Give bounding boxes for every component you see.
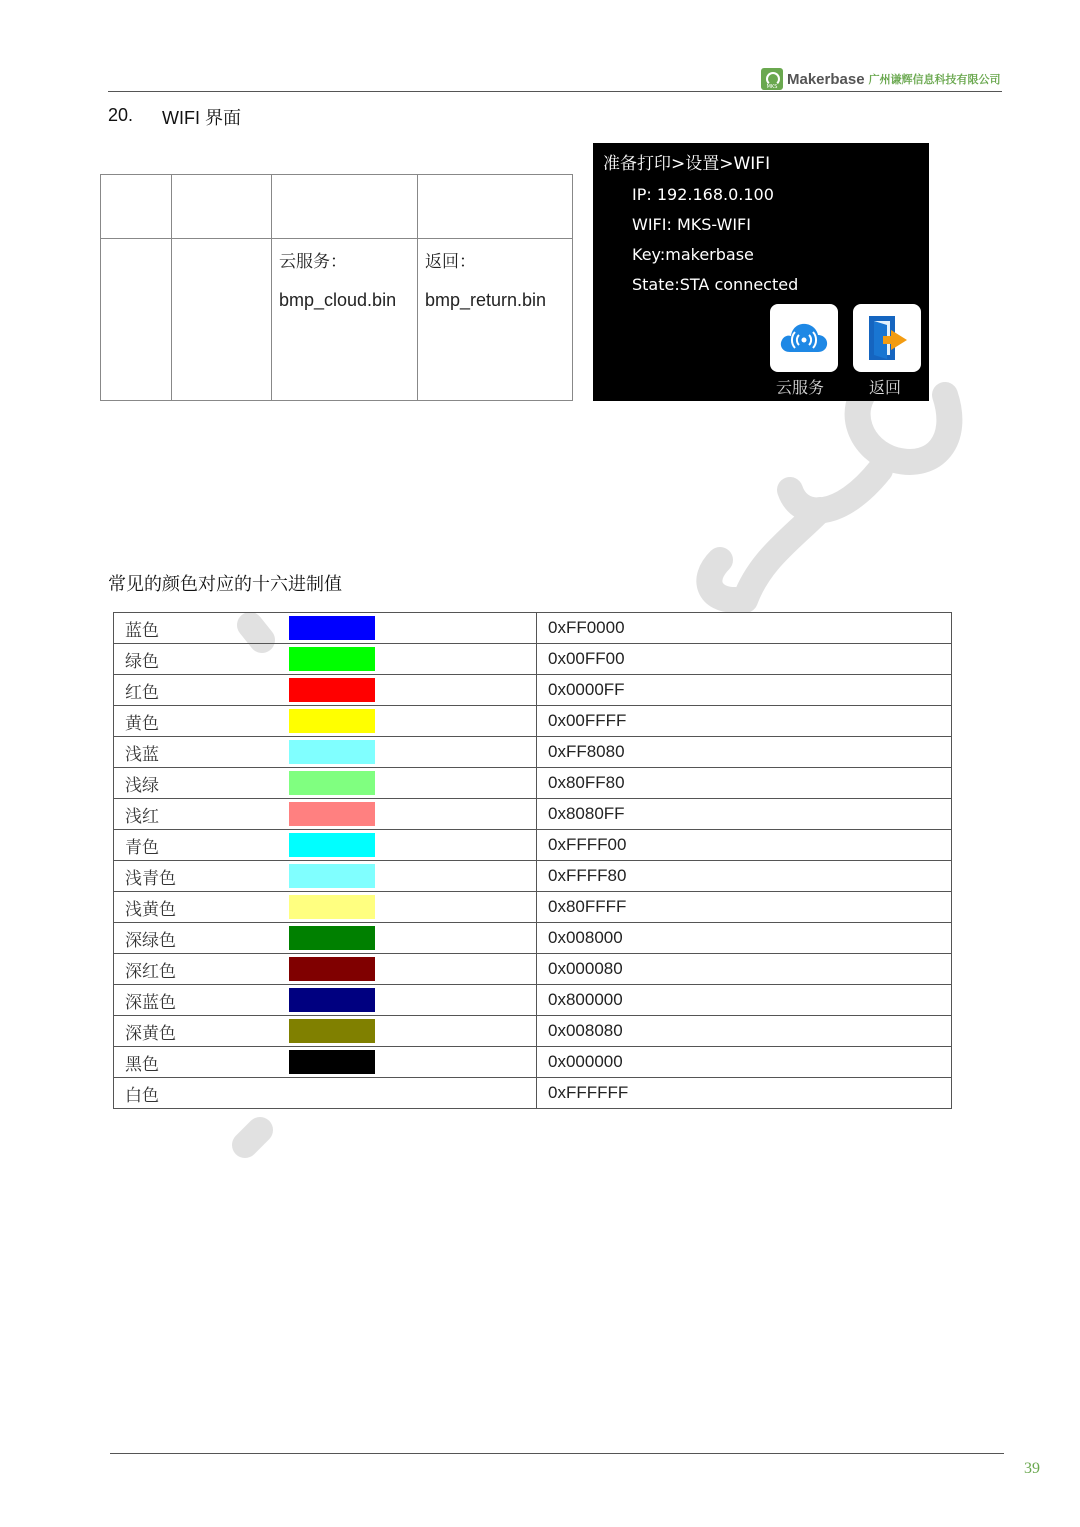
color-hex-value: 0x008000 bbox=[537, 923, 952, 954]
color-table-caption: 常见的颜色对应的十六进制值 bbox=[108, 574, 342, 595]
cloud-label: 云服务： bbox=[279, 252, 347, 272]
table-row bbox=[114, 985, 952, 1016]
section-number: 20. bbox=[108, 105, 134, 125]
color-swatch-cell bbox=[284, 737, 537, 768]
color-name: 绿色 bbox=[114, 644, 285, 675]
table-cell bbox=[172, 175, 272, 239]
header-rule bbox=[108, 91, 1002, 92]
table-row bbox=[114, 768, 952, 799]
ip-line: IP: 192.168.0.100 bbox=[632, 185, 774, 204]
color-name: 青色 bbox=[114, 830, 285, 861]
color-hex-value: 0xFF8080 bbox=[537, 737, 952, 768]
icon-file-table bbox=[100, 174, 573, 401]
color-name: 深绿色 bbox=[114, 923, 285, 954]
cloud-button-label: 云服务 bbox=[776, 378, 825, 397]
color-table-body bbox=[114, 613, 952, 1109]
table-row bbox=[114, 799, 952, 830]
color-swatch-cell bbox=[284, 613, 537, 644]
color-hex-value: 0x80FFFF bbox=[537, 892, 952, 923]
footer-rule bbox=[110, 1453, 1004, 1454]
wifi-screen-preview bbox=[593, 143, 929, 401]
table-row bbox=[114, 861, 952, 892]
header-logo bbox=[761, 68, 1001, 90]
color-name: 浅红 bbox=[114, 799, 285, 830]
color-swatch-cell bbox=[284, 1078, 537, 1109]
key-line: Key:makerbase bbox=[632, 245, 754, 264]
door-exit-icon bbox=[865, 312, 911, 364]
color-swatch-cell bbox=[284, 923, 537, 954]
brand-name: Makerbase bbox=[787, 70, 865, 88]
color-swatch-cell bbox=[284, 1016, 537, 1047]
color-swatch bbox=[289, 709, 375, 733]
return-button[interactable] bbox=[853, 304, 921, 372]
color-swatch bbox=[289, 864, 375, 888]
color-swatch-cell bbox=[284, 954, 537, 985]
color-hex-value: 0xFFFF00 bbox=[537, 830, 952, 861]
color-swatch-cell bbox=[284, 985, 537, 1016]
color-hex-value: 0x000000 bbox=[537, 1047, 952, 1078]
color-name: 深黄色 bbox=[114, 1016, 285, 1047]
color-hex-value: 0x0000FF bbox=[537, 675, 952, 706]
table-row bbox=[114, 675, 952, 706]
cloud-file-cell bbox=[272, 239, 418, 401]
color-swatch bbox=[289, 647, 375, 671]
color-hex-table bbox=[113, 612, 952, 1109]
color-swatch bbox=[289, 988, 375, 1012]
color-swatch bbox=[289, 616, 375, 640]
table-cell bbox=[172, 239, 272, 401]
color-swatch bbox=[289, 1019, 375, 1043]
color-swatch-cell bbox=[284, 861, 537, 892]
return-label: 返回： bbox=[425, 252, 476, 272]
color-swatch-cell bbox=[284, 644, 537, 675]
color-swatch bbox=[289, 771, 375, 795]
color-name: 浅绿 bbox=[114, 768, 285, 799]
table-row bbox=[114, 613, 952, 644]
return-button-label: 返回 bbox=[869, 378, 902, 397]
return-file: bmp_return.bin bbox=[425, 290, 547, 310]
table-row bbox=[114, 737, 952, 768]
color-name: 浅黄色 bbox=[114, 892, 285, 923]
color-hex-value: 0x800000 bbox=[537, 985, 952, 1016]
color-name: 浅蓝 bbox=[114, 737, 285, 768]
state-line: State:STA connected bbox=[632, 275, 799, 294]
color-name: 红色 bbox=[114, 675, 285, 706]
table-row bbox=[114, 923, 952, 954]
color-swatch-cell bbox=[284, 892, 537, 923]
color-name: 深红色 bbox=[114, 954, 285, 985]
color-swatch bbox=[289, 926, 375, 950]
table-row bbox=[114, 1078, 952, 1109]
table-cell bbox=[418, 175, 573, 239]
section-title: WIFI 界面 bbox=[162, 108, 241, 128]
color-swatch-cell bbox=[284, 1047, 537, 1078]
color-hex-value: 0x8080FF bbox=[537, 799, 952, 830]
cloud-file: bmp_cloud.bin bbox=[279, 290, 397, 310]
color-swatch bbox=[289, 1050, 375, 1074]
table-cell bbox=[101, 239, 172, 401]
color-hex-value: 0xFFFFFF bbox=[537, 1078, 952, 1109]
color-swatch bbox=[289, 678, 375, 702]
color-hex-value: 0x00FF00 bbox=[537, 644, 952, 675]
table-cell bbox=[272, 175, 418, 239]
color-name: 浅青色 bbox=[114, 861, 285, 892]
makerbase-logo-icon bbox=[761, 68, 783, 90]
wifi-line: WIFI: MKS-WIFI bbox=[632, 215, 751, 234]
color-hex-value: 0xFFFF80 bbox=[537, 861, 952, 892]
color-hex-value: 0x00FFFF bbox=[537, 706, 952, 737]
table-row bbox=[114, 706, 952, 737]
return-file-cell bbox=[418, 239, 573, 401]
color-swatch-cell bbox=[284, 768, 537, 799]
color-name: 白色 bbox=[114, 1078, 285, 1109]
table-row bbox=[114, 1016, 952, 1047]
screen-breadcrumb: 准备打印>设置>WIFI bbox=[603, 154, 771, 174]
color-swatch bbox=[289, 1081, 375, 1105]
color-name: 黄色 bbox=[114, 706, 285, 737]
color-swatch-cell bbox=[284, 706, 537, 737]
color-name: 蓝色 bbox=[114, 613, 285, 644]
color-swatch bbox=[289, 957, 375, 981]
color-hex-value: 0x008080 bbox=[537, 1016, 952, 1047]
color-swatch-cell bbox=[284, 799, 537, 830]
color-hex-value: 0x000080 bbox=[537, 954, 952, 985]
color-swatch bbox=[289, 895, 375, 919]
color-name: 黑色 bbox=[114, 1047, 285, 1078]
table-cell bbox=[101, 175, 172, 239]
page-number: 39 bbox=[1024, 1460, 1040, 1477]
color-name: 深蓝色 bbox=[114, 985, 285, 1016]
company-name: 广州谦辉信息科技有限公司 bbox=[868, 73, 1001, 86]
color-hex-value: 0xFF0000 bbox=[537, 613, 952, 644]
cloud-wifi-icon bbox=[778, 318, 830, 354]
table-row bbox=[114, 644, 952, 675]
color-hex-value: 0x80FF80 bbox=[537, 768, 952, 799]
color-swatch-cell bbox=[284, 675, 537, 706]
table-row bbox=[114, 954, 952, 985]
color-swatch bbox=[289, 740, 375, 764]
table-row bbox=[114, 1047, 952, 1078]
cloud-service-button[interactable] bbox=[770, 304, 838, 372]
color-swatch bbox=[289, 802, 375, 826]
table-row bbox=[114, 830, 952, 861]
table-row bbox=[114, 892, 952, 923]
color-swatch bbox=[289, 833, 375, 857]
color-swatch-cell bbox=[284, 830, 537, 861]
